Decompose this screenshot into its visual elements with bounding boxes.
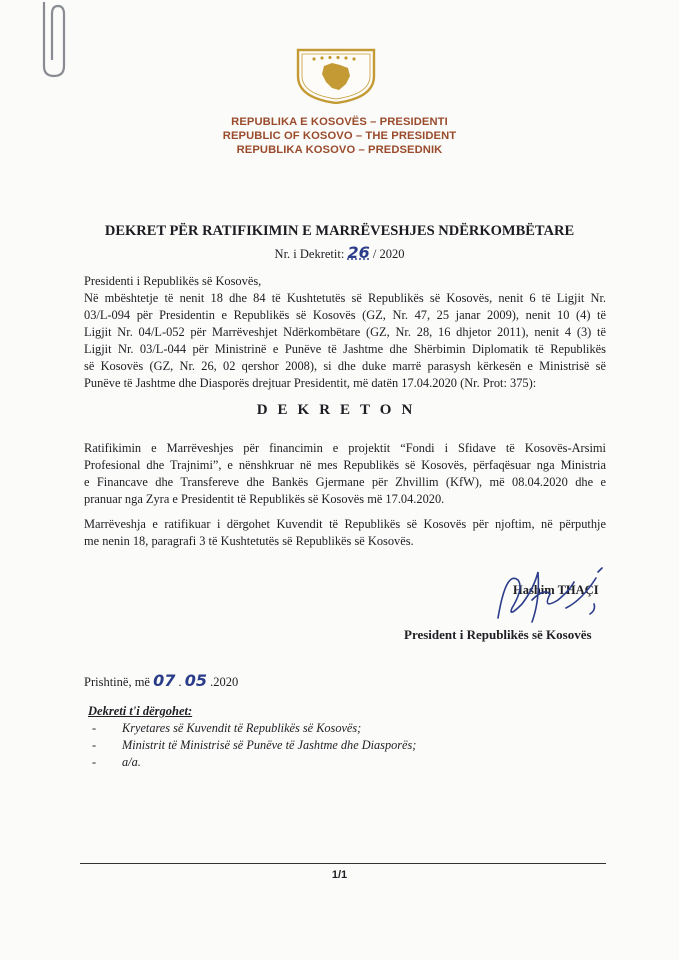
date-month-handwritten: 05 [184, 671, 207, 690]
list-item: - a/a. [92, 755, 141, 769]
handwritten-signature [478, 560, 608, 630]
preamble-line: 03/L-094 për Presidentin e Republikës së Kosovës (GZ, Nr. 47, 25 janar 2009), nenit 10 (4) të [84, 308, 606, 322]
sent-to-list [92, 720, 416, 771]
signatory-name: Hashim THAÇI [513, 583, 599, 597]
notification-paragraph [84, 516, 606, 550]
footer-divider [80, 863, 606, 864]
preamble-line: Ligjit Nr. 04/L-052 për Marrëveshjet Ndërkombëtare (GZ, Nr. 28, 16 dhjetor 2011), nenit 4 (3) të [84, 325, 606, 339]
paragraph-line: e Financave dhe Transfereve dhe Bankës Gjermane për Zhvillim (KfW), më 08.04.2020 dhe e [84, 475, 606, 489]
decree-number-line [0, 243, 679, 262]
page-number: 1/1 [331, 869, 348, 881]
preamble-line: Presidenti i Republikës së Kosovës, [84, 274, 262, 288]
signatory-title: President i Republikës së Kosovës [404, 627, 592, 642]
paragraph-line: Marrëveshja e ratifikuar i dërgohet Kuvendit të Republikës së Kosovës për njoftim, në përputhje [84, 517, 606, 531]
decree-number-label: Nr. i Dekretit: [274, 247, 345, 261]
date-prefix: Prishtinë, më [84, 675, 150, 689]
ratification-paragraph [84, 440, 606, 508]
preamble [84, 273, 606, 392]
preamble-line: Në mbështetje të nenit 18 dhe 84 të Kushtetutës së Republikës së Kosovës, nenit 6 të Ligjit Nr. [84, 291, 606, 305]
preamble-line: së Kosovës (GZ, Nr. 26, 02 qershor 2008), si dhe duke marrë parasysh kërkesën e Ministrisë së [84, 359, 606, 373]
date-line: Prishtinë, më 07 . 05 .2020 [84, 671, 239, 690]
date-day-handwritten: 07 [153, 671, 176, 690]
header-line-serbian: REPUBLIKA KOSOVO – PREDSEDNIK [236, 144, 443, 156]
header-line-english: REPUBLIC OF KOSOVO – THE PRESIDENT [222, 130, 457, 142]
paragraph-line: pranuar nga Zyra e Presidentit të Republikës së Kosovës më 17.04.2020. [84, 492, 445, 506]
decree-number-handwritten: 26 [347, 243, 370, 262]
date-year: 2020 [213, 675, 239, 689]
paragraph-line: me nenin 18, paragrafi 3 të Kushtetutës së Republikës së Kosovës. [84, 534, 414, 548]
kosovo-emblem-icon [294, 46, 378, 104]
paragraph-line: Ratifikimin e Marrëveshjes për financimin e projektit “Fondi i Sfidave të Kosovës-Arsimi [84, 441, 606, 455]
dekreton-heading: DEKRETON [256, 402, 423, 418]
paperclip-icon [30, 0, 74, 80]
paragraph-line: Profesional dhe Trajnimi”, e nënshkruar në mes Republikës së Kosovës, përfaqësuar nga Ministria [84, 458, 606, 472]
document-title: DEKRET PËR RATIFIKIMIN E MARRËVESHJES NDËRKOMBËTARE [104, 223, 575, 239]
list-item: - Kryetares së Kuvendit të Republikës së Kosovës; [92, 721, 362, 735]
header-line-albanian: REPUBLIKA E KOSOVËS – PRESIDENTI [231, 116, 448, 128]
preamble-line: Punëve të Jashtme dhe Diasporës drejtuar Presidentit, më datën 17.04.2020 (Nr. Prot: 375): [84, 376, 537, 390]
sent-to-heading: Dekreti t'i dërgohet: [88, 704, 193, 718]
preamble-line: Ligjit Nr. 03/L-044 për Ministrinë e Punëve të Jashtme dhe Shërbimin Diplomatik të Republikës [84, 342, 606, 356]
decree-year: / 2020 [372, 247, 405, 261]
list-item: - Ministrit të Ministrisë së Punëve të Jashtme dhe Diasporës; [92, 738, 417, 752]
